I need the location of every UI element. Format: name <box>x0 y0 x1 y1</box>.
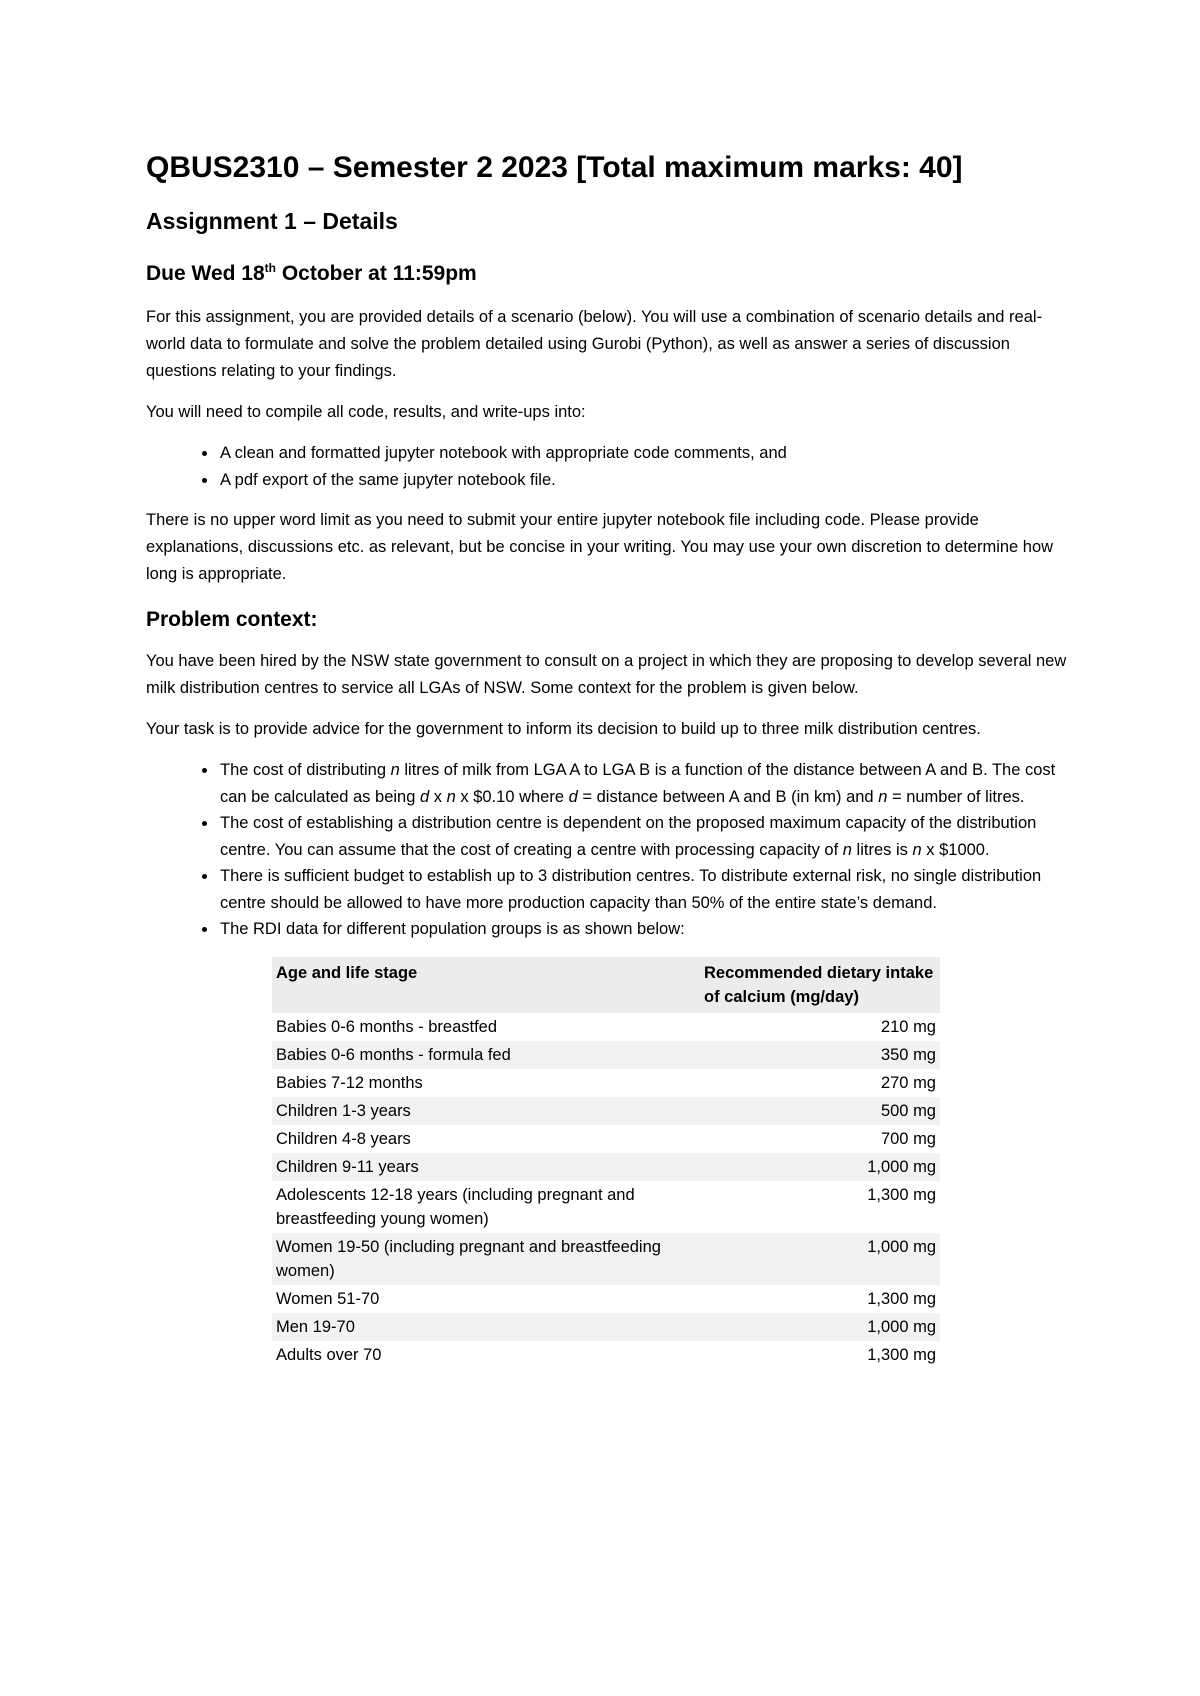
calcium-cell: 1,000 mg <box>867 1237 936 1256</box>
age-stage-cell: Children 4-8 years <box>276 1129 411 1148</box>
context-list <box>146 757 1076 943</box>
calcium-cell: 1,300 mg <box>867 1345 936 1364</box>
list-item-distribution-cost: • The cost of distributing n litres of milk from LGA A to LGA B is a function of the distance between A and B. The cost can be calculated as being d x n x $0.10 where d = distance between A and B (in km) and n = number of litres. <box>218 757 1076 810</box>
due-sup: th <box>264 261 276 275</box>
list-item: • A clean and formatted jupyter notebook with appropriate code comments, and <box>218 440 1076 467</box>
intro-paragraph-3: There is no upper word limit as you need to submit your entire jupyter notebook file including code. Please provide explanations, discussions etc. as relevant, but be concise in your writing. You may use your own discretion to determine how long is appropriate. <box>146 511 1054 583</box>
due-suffix: October at 11:59pm <box>275 262 477 285</box>
deliverables-list <box>146 440 1076 493</box>
list-item-budget: • There is sufficient budget to establish up to 3 distribution centres. To distribute external risk, no single distribution centre should be allowed to have more production capacity than 50% of the entire state’s demand. <box>218 863 1076 916</box>
table-row <box>272 1313 940 1341</box>
age-stage-cell: Adults over 70 <box>276 1345 382 1364</box>
table-row <box>272 1233 940 1285</box>
intro-paragraph-2: You will need to compile all code, results, and write-ups into: <box>146 403 586 421</box>
age-stage-cell: Women 51-70 <box>276 1289 380 1308</box>
rdi-table <box>272 957 940 1369</box>
context-paragraph-1: You have been hired by the NSW state government to consult on a project in which they are proposing to develop several new milk distribution centres to service all LGAs of NSW. Some context for the problem is given below. <box>146 652 1067 697</box>
calcium-cell: 1,300 mg <box>867 1289 936 1308</box>
table-row <box>272 1341 940 1369</box>
list-item-rdi-data: • The RDI data for different population groups is as shown below: <box>218 916 1076 943</box>
header-age-stage: Age and life stage <box>276 963 418 982</box>
table-row <box>272 1285 940 1313</box>
calcium-cell: 500 mg <box>880 1101 936 1120</box>
calcium-cell: 210 mg <box>880 1017 936 1036</box>
calcium-cell: 1,000 mg <box>867 1157 936 1176</box>
table-row <box>272 1041 940 1069</box>
calcium-cell: 270 mg <box>880 1073 936 1092</box>
problem-context-heading: Problem context: <box>146 608 318 631</box>
table-row <box>272 1013 940 1041</box>
table-row <box>272 1125 940 1153</box>
table-row <box>272 1069 940 1097</box>
context-paragraph-2: Your task is to provide advice for the government to inform its decision to build up to three milk distribution centres. <box>146 720 981 738</box>
list-item-establishment-cost: • The cost of establishing a distribution centre is dependent on the proposed maximum capacity of the distribution centre. You can assume that the cost of creating a centre with processing capacity of n litres is n x $1000. <box>218 810 1076 863</box>
list-item: • A pdf export of the same jupyter notebook file. <box>218 467 1076 494</box>
table-row <box>272 1153 940 1181</box>
age-stage-cell: Adolescents 12-18 years (including pregnant and breastfeeding young women) <box>276 1185 635 1228</box>
age-stage-cell: Children 1-3 years <box>276 1101 411 1120</box>
document-page <box>146 150 1076 1369</box>
document-title: QBUS2310 – Semester 2 2023 [Total maximum marks: 40] <box>146 151 963 184</box>
age-stage-cell: Women 19-50 (including pregnant and breastfeeding women) <box>276 1237 661 1280</box>
due-date <box>146 254 1076 288</box>
table-row <box>272 1181 940 1233</box>
due-prefix: Due Wed 18 <box>146 262 265 285</box>
age-stage-cell: Babies 0-6 months - formula fed <box>276 1045 511 1064</box>
table-row <box>272 1097 940 1125</box>
assignment-subtitle: Assignment 1 – Details <box>146 208 398 234</box>
header-calcium-intake: Recommended dietary intake of calcium (mg/day) <box>704 963 934 1006</box>
calcium-cell: 700 mg <box>880 1129 936 1148</box>
calcium-cell: 1,300 mg <box>867 1185 936 1204</box>
age-stage-cell: Babies 7-12 months <box>276 1073 423 1092</box>
calcium-cell: 350 mg <box>880 1045 936 1064</box>
age-stage-cell: Men 19-70 <box>276 1317 355 1336</box>
table-header-row <box>272 957 940 1013</box>
age-stage-cell: Children 9-11 years <box>276 1157 419 1176</box>
intro-paragraph-1: For this assignment, you are provided details of a scenario (below). You will use a combination of scenario details and real-world data to formulate and solve the problem detailed using Gurobi (Python), as well as answer a series of discussion questions relating to your findings. <box>146 308 1043 380</box>
age-stage-cell: Babies 0-6 months - breastfed <box>276 1017 498 1036</box>
calcium-cell: 1,000 mg <box>867 1317 936 1336</box>
